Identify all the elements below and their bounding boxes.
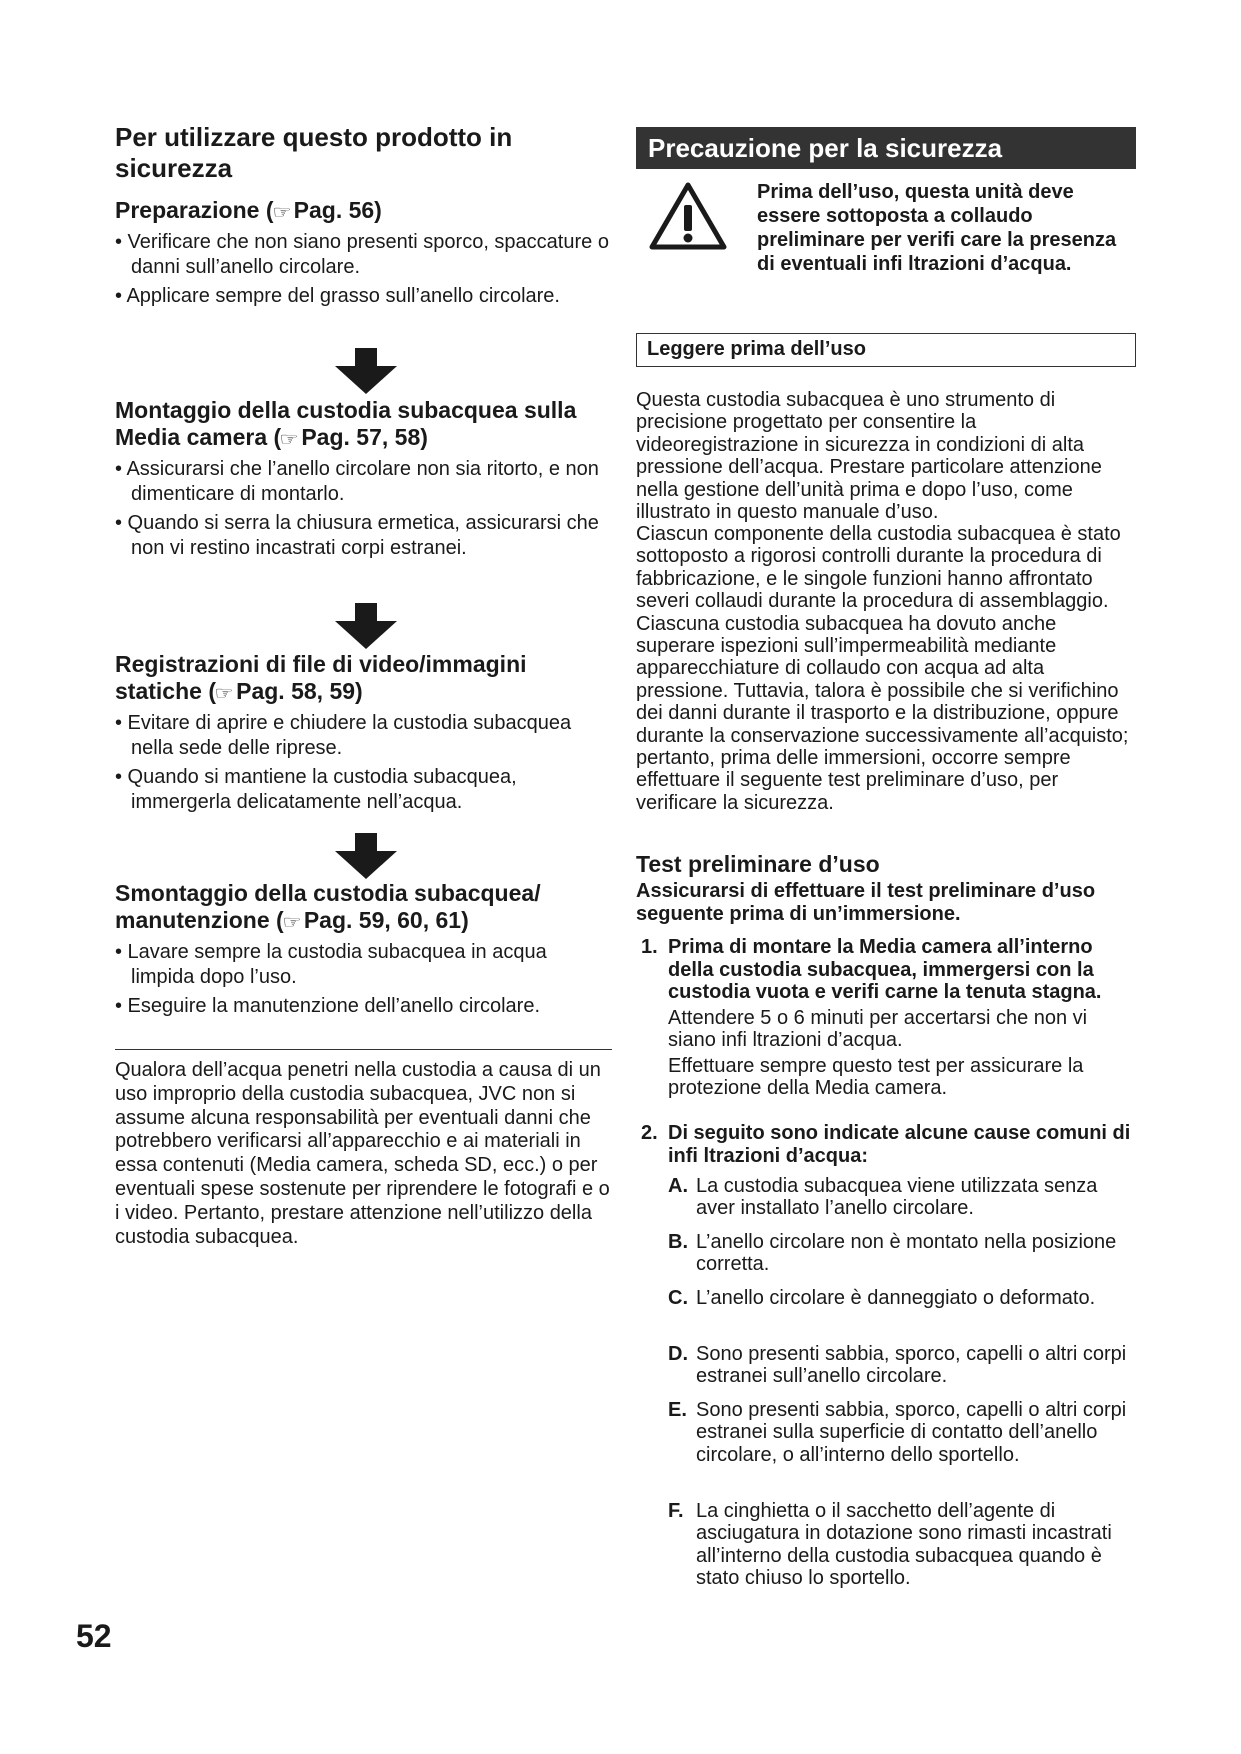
page-ref: Pag. 59, 60, 61)	[303, 907, 469, 933]
intro-paragraph: Questa custodia subacquea è uno strumento di precisione progettato per consentire la videoregistrazione in sicurezza in condizioni di alta pressione dell’acqua. Prestare particolare attenzione nella gestione dell’unità prima e dopo l’uso, come illustrato in questo manuale d’uso.	[636, 389, 1102, 524]
cause-letter: B.	[668, 1231, 688, 1253]
list-item: • Quando si serra la chiusura ermetica, assicurarsi che non vi restino incastrati corpi estranei.	[115, 512, 599, 559]
read-first-box: Leggere prima dell’uso	[636, 333, 1136, 367]
pointing-hand-icon: ☞	[282, 912, 302, 932]
step-heading	[115, 197, 615, 226]
step-heading-text: Smontaggio della custodia subacquea/ manutenzione (	[115, 880, 541, 933]
bullet-list	[115, 230, 615, 309]
step-heading-text: Montaggio della custodia subacquea sulla Media camera (	[115, 397, 577, 450]
step-heading-text: Registrazioni di file di video/immagini statiche (	[115, 651, 527, 704]
cause-item	[668, 1399, 1133, 1466]
page-ref: Pag. 57, 58)	[301, 424, 428, 450]
cause-letter: E.	[668, 1399, 687, 1421]
numbered-item-1	[636, 936, 1136, 1100]
bullet-list	[115, 940, 615, 1019]
pointing-hand-icon: ☞	[271, 202, 292, 222]
cause-text: Sono presenti sabbia, sporco, capelli o altri corpi estranei sulla superficie di contatto dell’anello circolare, o all’interno dello sportello.	[696, 1399, 1127, 1466]
warning-text: Prima dell’uso, questa unità deve essere sottoposta a collaudo preliminare per verifi care la presenza di eventuali infi ltrazioni d’acqua.	[757, 181, 1117, 275]
divider	[115, 1049, 612, 1050]
inspection-paragraph: Ciascun componente della custodia subacquea è stato sottoposto a rigorosi controlli durante la procedura di fabbricazione, e le singole funzioni hanno affrontato severi collaudi durante la procedura di assemblaggio. Ciascuna custodia subacquea ha dovuto anche superare ispezioni sull’impermeabilità mediante apparecchiature di collaudo con acqua ad alta pressione. Tuttavia, talora è possibile che si verifichino dei danni durante il trasporto e la distribuzione, oppure durante la conservazione successivamente all’acquisto; pertanto, prima delle immersioni, occorre sempre effettuare il seguente test preliminare d’uso, per verificare la sicurezza.	[636, 523, 1129, 814]
step-heading	[115, 397, 615, 453]
page-ref: Pag. 56)	[293, 197, 382, 223]
cause-letter: A.	[668, 1175, 688, 1197]
bullet-list	[115, 711, 615, 815]
test-intro: Assicurarsi di effettuare il test preliminare d’uso seguente prima di un’immersione.	[636, 880, 1096, 925]
cause-text: L’anello circolare non è montato nella posizione corretta.	[696, 1231, 1117, 1276]
page-number: 52	[76, 1618, 112, 1654]
page-title: Per utilizzare questo prodotto in sicurezza	[115, 122, 513, 183]
cause-letter: F.	[668, 1500, 684, 1522]
list-item: • Lavare sempre la custodia subacquea in acqua limpida dopo l’uso.	[115, 941, 547, 988]
cause-text: Sono presenti sabbia, sporco, capelli o altri corpi estranei sull’anello circolare.	[696, 1343, 1127, 1388]
arrow-down-icon	[335, 833, 397, 879]
cause-item	[668, 1175, 1133, 1220]
step-smontaggio	[115, 880, 615, 1023]
list-item: • Verificare che non siano presenti sporco, spaccature o danni sull’anello circolare.	[115, 231, 609, 278]
pointing-hand-icon: ☞	[279, 429, 299, 449]
test-title: Test preliminare d’uso	[636, 851, 880, 877]
item-heading: Prima di montare la Media camera all’interno della custodia subacquea, immergersi con la custodia vuota e verifi carne la tenuta stagna.	[668, 936, 1102, 1003]
list-item: • Eseguire la manutenzione dell’anello circolare.	[115, 995, 541, 1017]
arrow-down-icon	[335, 348, 397, 394]
list-item: • Evitare di aprire e chiudere la custodia subacquea nella sede delle riprese.	[115, 712, 572, 759]
numbered-item-2	[636, 1122, 1136, 1167]
cause-item	[668, 1500, 1133, 1590]
item-number: 1.	[641, 936, 658, 958]
cause-item	[668, 1287, 1133, 1309]
cause-letter: C.	[668, 1287, 688, 1309]
list-item: • Applicare sempre del grasso sull’anello circolare.	[115, 285, 560, 307]
step-preparazione	[115, 197, 615, 313]
item-heading: Di seguito sono indicate alcune cause comuni di infi ltrazioni d’acqua:	[668, 1122, 1131, 1167]
item-number: 2.	[641, 1122, 658, 1144]
bullet-list	[115, 457, 615, 561]
list-item: • Assicurarsi che l’anello circolare non sia ritorto, e non dimenticare di montarlo.	[115, 458, 599, 505]
step-heading	[115, 880, 615, 936]
cause-letter: D.	[668, 1343, 688, 1365]
step-heading	[115, 651, 615, 707]
pointing-hand-icon: ☞	[214, 683, 234, 703]
arrow-down-icon	[335, 603, 397, 649]
cause-text: La cinghietta o il sacchetto dell’agente di asciugatura in dotazione sono rimasti incastrati all’interno della custodia subacquea quando è stato chiuso lo sportello.	[696, 1500, 1112, 1590]
section-title: Precauzione per la sicurezza	[636, 127, 1136, 169]
cause-item	[668, 1343, 1133, 1388]
list-item: • Quando si mantiene la custodia subacquea, immergerla delicatamente nell’acqua.	[115, 766, 517, 813]
disclaimer-text: Qualora dell’acqua penetri nella custodia a causa di un uso improprio della custodia subacquea, JVC non si assume alcuna responsabilità per eventuali danni che potrebbero verificarsi all’apparecchio e ai materiali in essa contenuti (Media camera, scheda SD, ecc.) o per eventuali spese sostenute per riprendere le fotografi e o i video. Pertanto, prestare attenzione nell’utilizzo della custodia subacquea.	[115, 1059, 610, 1248]
cause-text: La custodia subacquea viene utilizzata senza aver installato l’anello circolare.	[696, 1175, 1098, 1220]
item-text: Attendere 5 o 6 minuti per accertarsi che non vi siano infi ltrazioni d’acqua.	[668, 1006, 1088, 1051]
step-registrazioni	[115, 651, 615, 819]
cause-text: L’anello circolare è danneggiato o deformato.	[696, 1287, 1096, 1309]
step-heading-text: Preparazione (	[115, 197, 274, 223]
step-montaggio	[115, 397, 615, 565]
warning-icon	[649, 181, 727, 251]
item-text: Effettuare sempre questo test per assicurare la protezione della Media camera.	[668, 1054, 1084, 1099]
cause-item	[668, 1231, 1133, 1276]
page-ref: Pag. 58, 59)	[236, 678, 363, 704]
